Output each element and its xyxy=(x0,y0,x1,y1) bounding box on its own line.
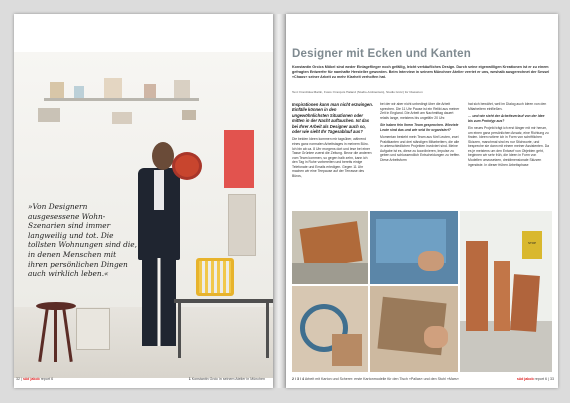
left-caption: 1 Konstantin Grcic in seinem Atelier in München xyxy=(188,377,265,381)
shelf-object xyxy=(174,80,190,98)
wall-poster xyxy=(228,194,256,256)
text-column-2 xyxy=(380,102,462,166)
wall-shelf xyxy=(44,98,199,101)
wall-pinup xyxy=(182,110,196,120)
work-table xyxy=(174,299,273,303)
interview-intro: Inspirationen kann man nicht erzwingen. Einfälle können in den ungewöhnlichsten Situationen oder mitten in der Nacht auftauchen. Ist das bei Ihrer Arbeit als Designer auch so, oder wie sieht Ihr Tagesablauf aus? xyxy=(292,102,373,135)
interview-answer: bei der wir aber nicht unbedingt über die Arbeit sprechen. Die 11 Uhr Pause ist ein Relikt aus meiner Zeit in England. Die Arbeit am Nachmittag dauert relativ lange, meistens bis ungefähr 20 Uhr. xyxy=(380,102,460,120)
left-page xyxy=(14,14,273,388)
red-panel xyxy=(224,130,254,188)
pull-quote: »Von Designern ausgesessene Wohn-Szenarien sind immer langweilig und tot. Die tollsten Wohnungen sind die, in denen Menschen mit ihren persönlichen Dingen auch wirklich leben.« xyxy=(28,202,138,279)
left-folio: 32 | süd jakob report 6 xyxy=(16,377,54,381)
megaphone xyxy=(172,152,202,180)
text-column-3 xyxy=(468,102,550,170)
interview-answer: Momentan besteht mein Team aus fünf Leuten, zwei Praktikanten und drei ständigen Mitarbeitern, die alle in unterschiedlichen Projekten involviert sind. Meine Aufgabe ist es, diese zu koordinieren, Impulse zu geben und schlussendlich Entscheidungen zu treffen. Diese Arbeitsform xyxy=(380,135,461,163)
wall-pinup xyxy=(38,108,60,122)
photo-cutting xyxy=(370,286,458,372)
photo-blue-mat xyxy=(370,211,458,284)
right-caption: 2 / 3 / 4 Arbeit mit Karton und Scherer: erste Kartonmodelle für den Tisch »Pallas« und den Stuhl »Mars« xyxy=(292,377,459,381)
sign-board xyxy=(522,231,542,259)
interview-answer: hat sich bewährt, weil im Dialog auch Ideen von den Mitarbeitern einfließen. xyxy=(468,102,547,111)
bar-stool xyxy=(36,302,76,362)
table-leg xyxy=(266,303,269,358)
shelf-object xyxy=(50,82,64,98)
shelf-object xyxy=(74,86,84,98)
yellow-chair xyxy=(196,258,234,296)
page-gutter xyxy=(273,14,286,388)
photo-cardboard-model xyxy=(292,211,368,284)
right-page xyxy=(286,14,558,388)
designer-figure xyxy=(132,140,184,352)
text-column-1 xyxy=(292,102,374,181)
studio-portrait-photo xyxy=(14,52,273,378)
drawer-cabinet xyxy=(76,308,110,350)
article-lead: Konstantin Grcics Möbel sind weder Einlageflieger noch gefällig, leicht verkäufliches Design. Durch seine eigenwilligen Kreationen ist er zu einem gefragten Entwerfer für namhafte Hersteller geworden. Beim Interview in seinem Münchner Atelier verriet er uns, weshalb ausgerechnet der Sessel »Chaos« seiner Arbeit zu mehr Klarheit verholfen hat. xyxy=(292,65,550,79)
right-folio: süd jakob report 6 | 33 xyxy=(516,377,554,381)
sign-text: STOP xyxy=(527,241,537,245)
photo-prototypes xyxy=(460,211,552,372)
wall-pinup xyxy=(112,112,132,124)
interview-question: Sie haben fein Ihrem Team gesprochen. Wieviele Leute sind das und wie seid ihr organisiert? xyxy=(380,123,459,132)
table-leg xyxy=(178,303,181,358)
article-headline: Designer mit Ecken und Kanten xyxy=(292,48,471,60)
interview-question: … und wie sieht der Arbeitsverlauf von der Idee bis zum Prototyp aus? xyxy=(468,114,545,123)
interview-answer: Die beiden Ideen kommen mir tagsüber, während eines ganz normalen Arbeitstages in meinem Büro. Ich bin ab ca. 8 Uhr morgens dort und lese bei einer Tasse Grüntee zuerst die Zeitung. Bevor die anderen vom Team kommen, so gegen halb zehn, kann ich den Tag in Ruhe vorbereiten und bereits einige Telefonate und Emails erledigen. Gegen 11 Uhr machen wir eine Teepause auf der Terrasse des Büros, xyxy=(292,137,372,178)
shelf-object xyxy=(144,84,156,98)
article-credit: Text: Franziska Martin, Fotos: François Haland (Studio-Ambientam), Studio Grcic) for Classicon xyxy=(292,90,423,94)
photo-cut-shapes xyxy=(292,286,368,372)
shelf-object xyxy=(104,78,122,98)
interview-answer: Ein neues Projekt trägt ich erst länger mit mir herum, um einen ganz persönlichen Ansatz, eine Richtung zu finden. Ideen notiere ich in Form von schriftlichen Skizzen, manchmal sind es nur Stichworte, und bespreche sie dann mit einem meiner Assistenten. Da es je meistens um den Entwurf von Objekten geht, beginnen wir sehr früh, die Ideen in Form von Modellen umzusetzen, dreidimensionale Skizzen irgendwie. In dieser frühen Arbeitsphase xyxy=(468,126,550,167)
